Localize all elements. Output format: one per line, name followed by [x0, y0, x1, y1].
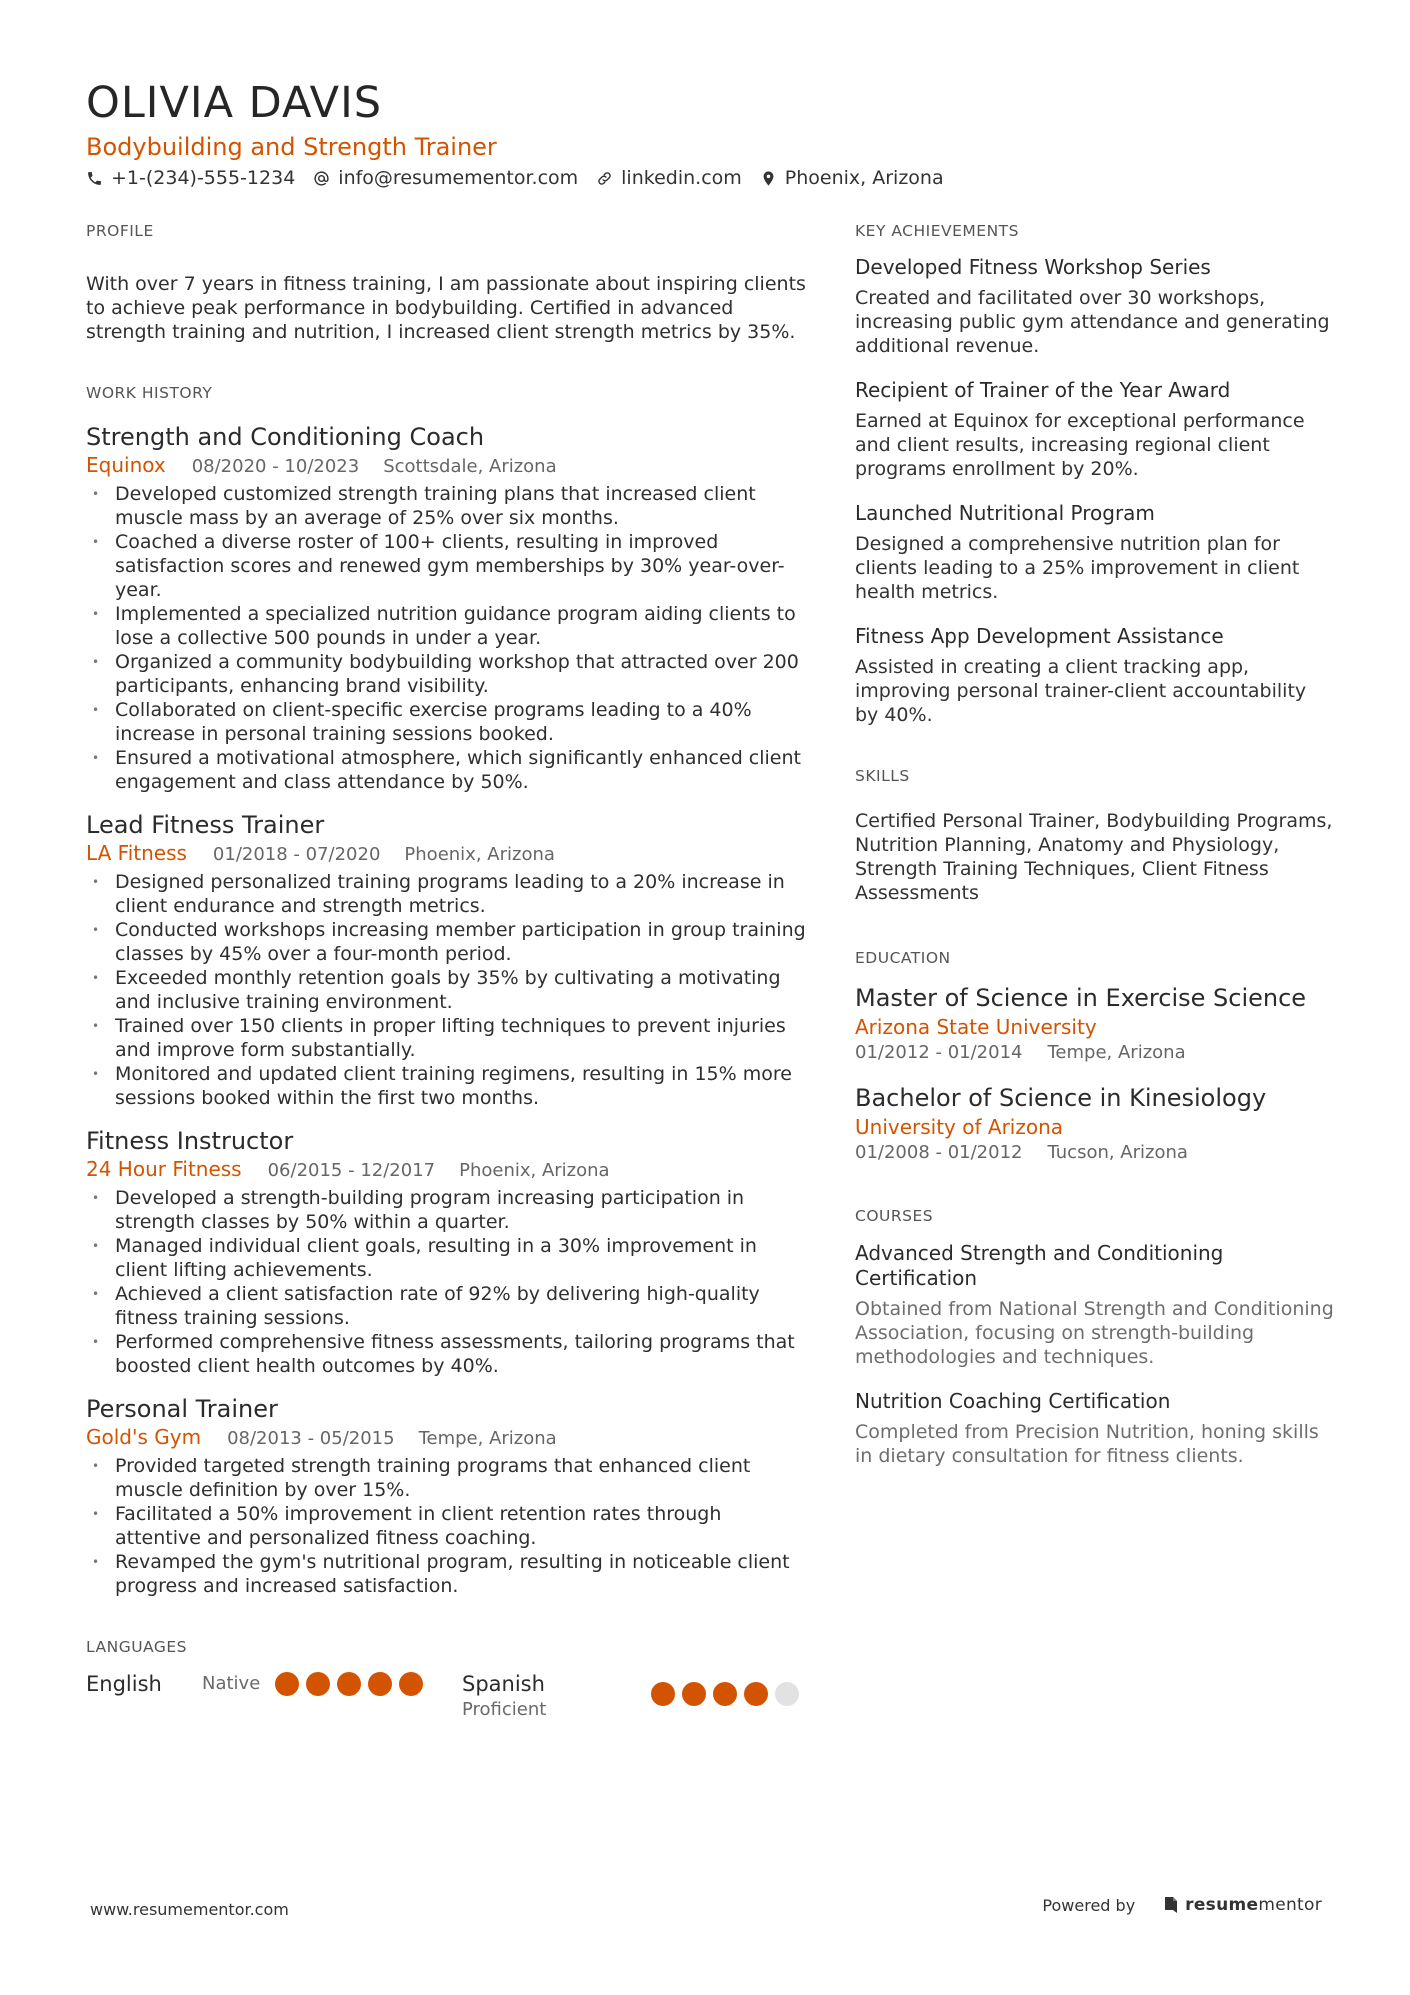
location-text: Phoenix, Arizona — [784, 167, 944, 189]
linkedin-text: linkedin.com — [621, 167, 742, 189]
job-bullet: • Exceeded monthly retention goals by 35% by cultivating a motivating and inclusive training environment. — [86, 966, 806, 1014]
job-bullet: • Managed individual client goals, resulting in a 30% improvement in client lifting achievements. — [86, 1234, 806, 1282]
course-desc: Completed from Precision Nutrition, honing skills in dietary consultation for fitness clients. — [855, 1421, 1319, 1467]
achievement-title: Developed Fitness Workshop Series — [855, 255, 1211, 279]
rating-dot-filled — [337, 1672, 361, 1696]
language-rating — [275, 1672, 430, 1696]
course-item — [855, 1389, 1335, 1468]
contact-bar — [86, 165, 962, 191]
candidate-title: Bodybuilding and Strength Trainer — [86, 133, 497, 161]
language-english-level — [202, 1672, 260, 1696]
job-bullet: • Conducted workshops increasing member participation in group training classes by 45% over a four-month period. — [86, 918, 806, 966]
job-meta — [86, 840, 806, 868]
job-bullet: • Achieved a client satisfaction rate of 92% by delivering high-quality fitness training sessions. — [86, 1282, 806, 1330]
achievement-desc: Assisted in creating a client tracking app, improving personal trainer-client accountability by 40%. — [855, 656, 1307, 726]
education-heading: EDUCATION — [855, 949, 951, 967]
achievement-item — [855, 500, 1335, 604]
candidate-name: OLIVIA DAVIS — [86, 78, 383, 128]
job-bullets — [86, 870, 806, 1110]
course-title: Advanced Strength and Conditioning Certification — [855, 1241, 1224, 1290]
footer-branding — [1042, 1895, 1322, 1915]
achievement-desc: Earned at Equinox for exceptional performance and client results, increasing regional client programs enrollment by 20%. — [855, 410, 1305, 480]
job-bullet: • Revamped the gym's nutritional program, resulting in noticeable client progress and increased satisfaction. — [86, 1550, 806, 1598]
job-title: Lead Fitness Trainer — [86, 811, 325, 839]
job-dates: 06/2015 - 12/2017 — [267, 1160, 436, 1181]
rating-dot-filled — [275, 1672, 299, 1696]
job-entry — [86, 422, 806, 794]
job-bullet: • Developed a strength-building program increasing participation in strength classes by 50% within a quarter. — [86, 1186, 806, 1234]
resumementor-logo-icon — [1163, 1895, 1179, 1915]
job-bullet: • Facilitated a 50% improvement in client retention rates through attentive and personalized fitness coaching. — [86, 1502, 806, 1550]
education-degree: Bachelor of Science in Kinesiology — [855, 1084, 1267, 1112]
profile-heading: PROFILE — [86, 222, 154, 240]
achievements-list — [855, 254, 1335, 727]
job-bullet: • Performed comprehensive fitness assessments, tailoring programs that boosted client health outcomes by 40%. — [86, 1330, 806, 1378]
job-bullet: • Monitored and updated client training regimens, resulting in 15% more sessions booked within the first two months. — [86, 1062, 806, 1110]
achievement-title: Launched Nutritional Program — [855, 501, 1155, 525]
job-location: Phoenix, Arizona — [404, 844, 555, 865]
job-bullet: • Provided targeted strength training programs that enhanced client muscle definition by over 15%. — [86, 1454, 806, 1502]
contact-location — [760, 167, 944, 189]
job-bullet: • Collaborated on client-specific exercise programs leading to a 40% increase in personal training sessions booked. — [86, 698, 806, 746]
rating-dot-empty — [775, 1682, 799, 1706]
link-icon — [596, 170, 613, 187]
achievements-heading: KEY ACHIEVEMENTS — [855, 222, 1019, 240]
job-meta — [86, 1424, 806, 1452]
rating-dot-filled — [744, 1682, 768, 1706]
education-school: University of Arizona — [855, 1115, 1064, 1139]
rating-dot-filled — [682, 1682, 706, 1706]
job-bullets — [86, 482, 806, 794]
job-company: LA Fitness — [86, 841, 187, 865]
job-bullet: • Developed customized strength training plans that increased client muscle mass by an average of 25% over six months. — [86, 482, 806, 530]
rating-dot-filled — [368, 1672, 392, 1696]
job-location: Tempe, Arizona — [418, 1428, 557, 1449]
education-item — [855, 1083, 1335, 1165]
job-bullet: • Implemented a specialized nutrition guidance program aiding clients to lose a collective 500 pounds in under a year. — [86, 602, 806, 650]
right-column — [855, 222, 1335, 1468]
job-dates: 08/2020 - 10/2023 — [191, 456, 360, 477]
language-name: English — [86, 1672, 162, 1696]
achievement-item — [855, 623, 1335, 727]
job-entry — [86, 810, 806, 1110]
job-bullet: • Trained over 150 clients in proper lifting techniques to prevent injuries and improve form substantially. — [86, 1014, 806, 1062]
phone-icon — [86, 170, 103, 187]
achievement-desc: Designed a comprehensive nutrition plan for clients leading to a 25% improvement in client health metrics. — [855, 533, 1300, 603]
job-title: Strength and Conditioning Coach — [86, 423, 485, 451]
achievement-item — [855, 377, 1335, 481]
rating-dot-filled — [399, 1672, 423, 1696]
job-company: 24 Hour Fitness — [86, 1157, 242, 1181]
phone-text: +1-(234)-555-1234 — [111, 167, 296, 189]
job-dates: 01/2018 - 07/2020 — [212, 844, 381, 865]
job-company: Equinox — [86, 453, 166, 477]
course-item — [855, 1241, 1335, 1369]
language-rating — [651, 1682, 806, 1706]
job-bullet: • Designed personalized training programs leading to a 20% increase in client endurance and strength metrics. — [86, 870, 806, 918]
contact-email[interactable] — [313, 167, 578, 189]
at-icon — [313, 170, 330, 187]
achievement-item — [855, 254, 1335, 358]
brand-bold: resume — [1185, 1895, 1259, 1915]
job-location: Phoenix, Arizona — [459, 1160, 610, 1181]
language-spanish — [462, 1670, 546, 1722]
job-bullet: • Coached a diverse roster of 100+ clients, resulting in improved satisfaction scores and renewed gym memberships by 30% year-over-year. — [86, 530, 806, 602]
rating-dot-filled — [306, 1672, 330, 1696]
email-text: info@resumementor.com — [338, 167, 579, 189]
language-level: Native — [202, 1673, 261, 1694]
profile-summary: With over 7 years in fitness training, I am passionate about inspiring clients to achieve peak performance in bodybuilding. Certified in advanced strength training and nutrition, I increased client strength metrics by 35%. — [86, 273, 806, 343]
job-meta — [86, 452, 806, 480]
left-column — [86, 222, 806, 1720]
course-desc: Obtained from National Strength and Conditioning Association, focusing on strength-building methodologies and techniques. — [855, 1298, 1334, 1368]
skills-text: Certified Personal Trainer, Bodybuilding Programs, Nutrition Planning, Anatomy and Physiology, Strength Training Techniques, Client Fitness Assessments — [855, 810, 1333, 904]
contact-phone[interactable] — [86, 167, 295, 189]
job-bullet: • Ensured a motivational atmosphere, which significantly enhanced client engagement and class attendance by 50%. — [86, 746, 806, 794]
education-meta — [855, 1141, 1335, 1165]
job-bullets — [86, 1186, 806, 1378]
job-dates: 08/2013 - 05/2015 — [227, 1428, 395, 1449]
languages-list — [86, 1670, 806, 1720]
education-location: Tucson, Arizona — [1047, 1142, 1188, 1163]
job-entry — [86, 1126, 806, 1378]
job-meta — [86, 1156, 806, 1184]
brand-light: mentor — [1258, 1895, 1322, 1915]
powered-by-text: Powered by — [1042, 1895, 1136, 1915]
achievement-desc: Created and facilitated over 30 workshops, increasing public gym attendance and generating additional revenue. — [855, 287, 1330, 357]
language-english — [86, 1670, 162, 1698]
achievement-title: Fitness App Development Assistance — [855, 624, 1224, 648]
brand-logo[interactable] — [1163, 1895, 1322, 1915]
location-pin-icon — [760, 170, 777, 187]
education-dates: 01/2012 - 01/2014 — [855, 1042, 1023, 1063]
courses-heading: COURSES — [855, 1207, 934, 1225]
language-name: Spanish — [462, 1672, 545, 1696]
job-title: Personal Trainer — [86, 1395, 278, 1423]
footer-website[interactable]: www.resumementor.com — [90, 1900, 289, 1919]
education-meta — [855, 1041, 1335, 1065]
work-history-heading: WORK HISTORY — [86, 384, 213, 402]
job-location: Scottsdale, Arizona — [383, 456, 557, 477]
language-level: Proficient — [462, 1699, 547, 1720]
course-title: Nutrition Coaching Certification — [855, 1389, 1171, 1413]
job-entry — [86, 1394, 806, 1598]
contact-linkedin[interactable] — [596, 167, 742, 189]
achievement-title: Recipient of Trainer of the Year Award — [855, 378, 1231, 402]
job-title: Fitness Instructor — [86, 1127, 294, 1155]
job-company: Gold's Gym — [86, 1425, 202, 1449]
education-school: Arizona State University — [855, 1015, 1097, 1039]
education-dates: 01/2008 - 01/2012 — [855, 1142, 1023, 1163]
education-degree: Master of Science in Exercise Science — [855, 984, 1307, 1012]
education-item — [855, 983, 1335, 1065]
job-bullet: • Organized a community bodybuilding workshop that attracted over 200 participants, enhancing brand visibility. — [86, 650, 806, 698]
job-bullets — [86, 1454, 806, 1598]
rating-dot-filled — [651, 1682, 675, 1706]
rating-dot-filled — [713, 1682, 737, 1706]
languages-heading: LANGUAGES — [86, 1638, 188, 1656]
skills-heading: SKILLS — [855, 767, 910, 785]
education-location: Tempe, Arizona — [1047, 1042, 1186, 1063]
